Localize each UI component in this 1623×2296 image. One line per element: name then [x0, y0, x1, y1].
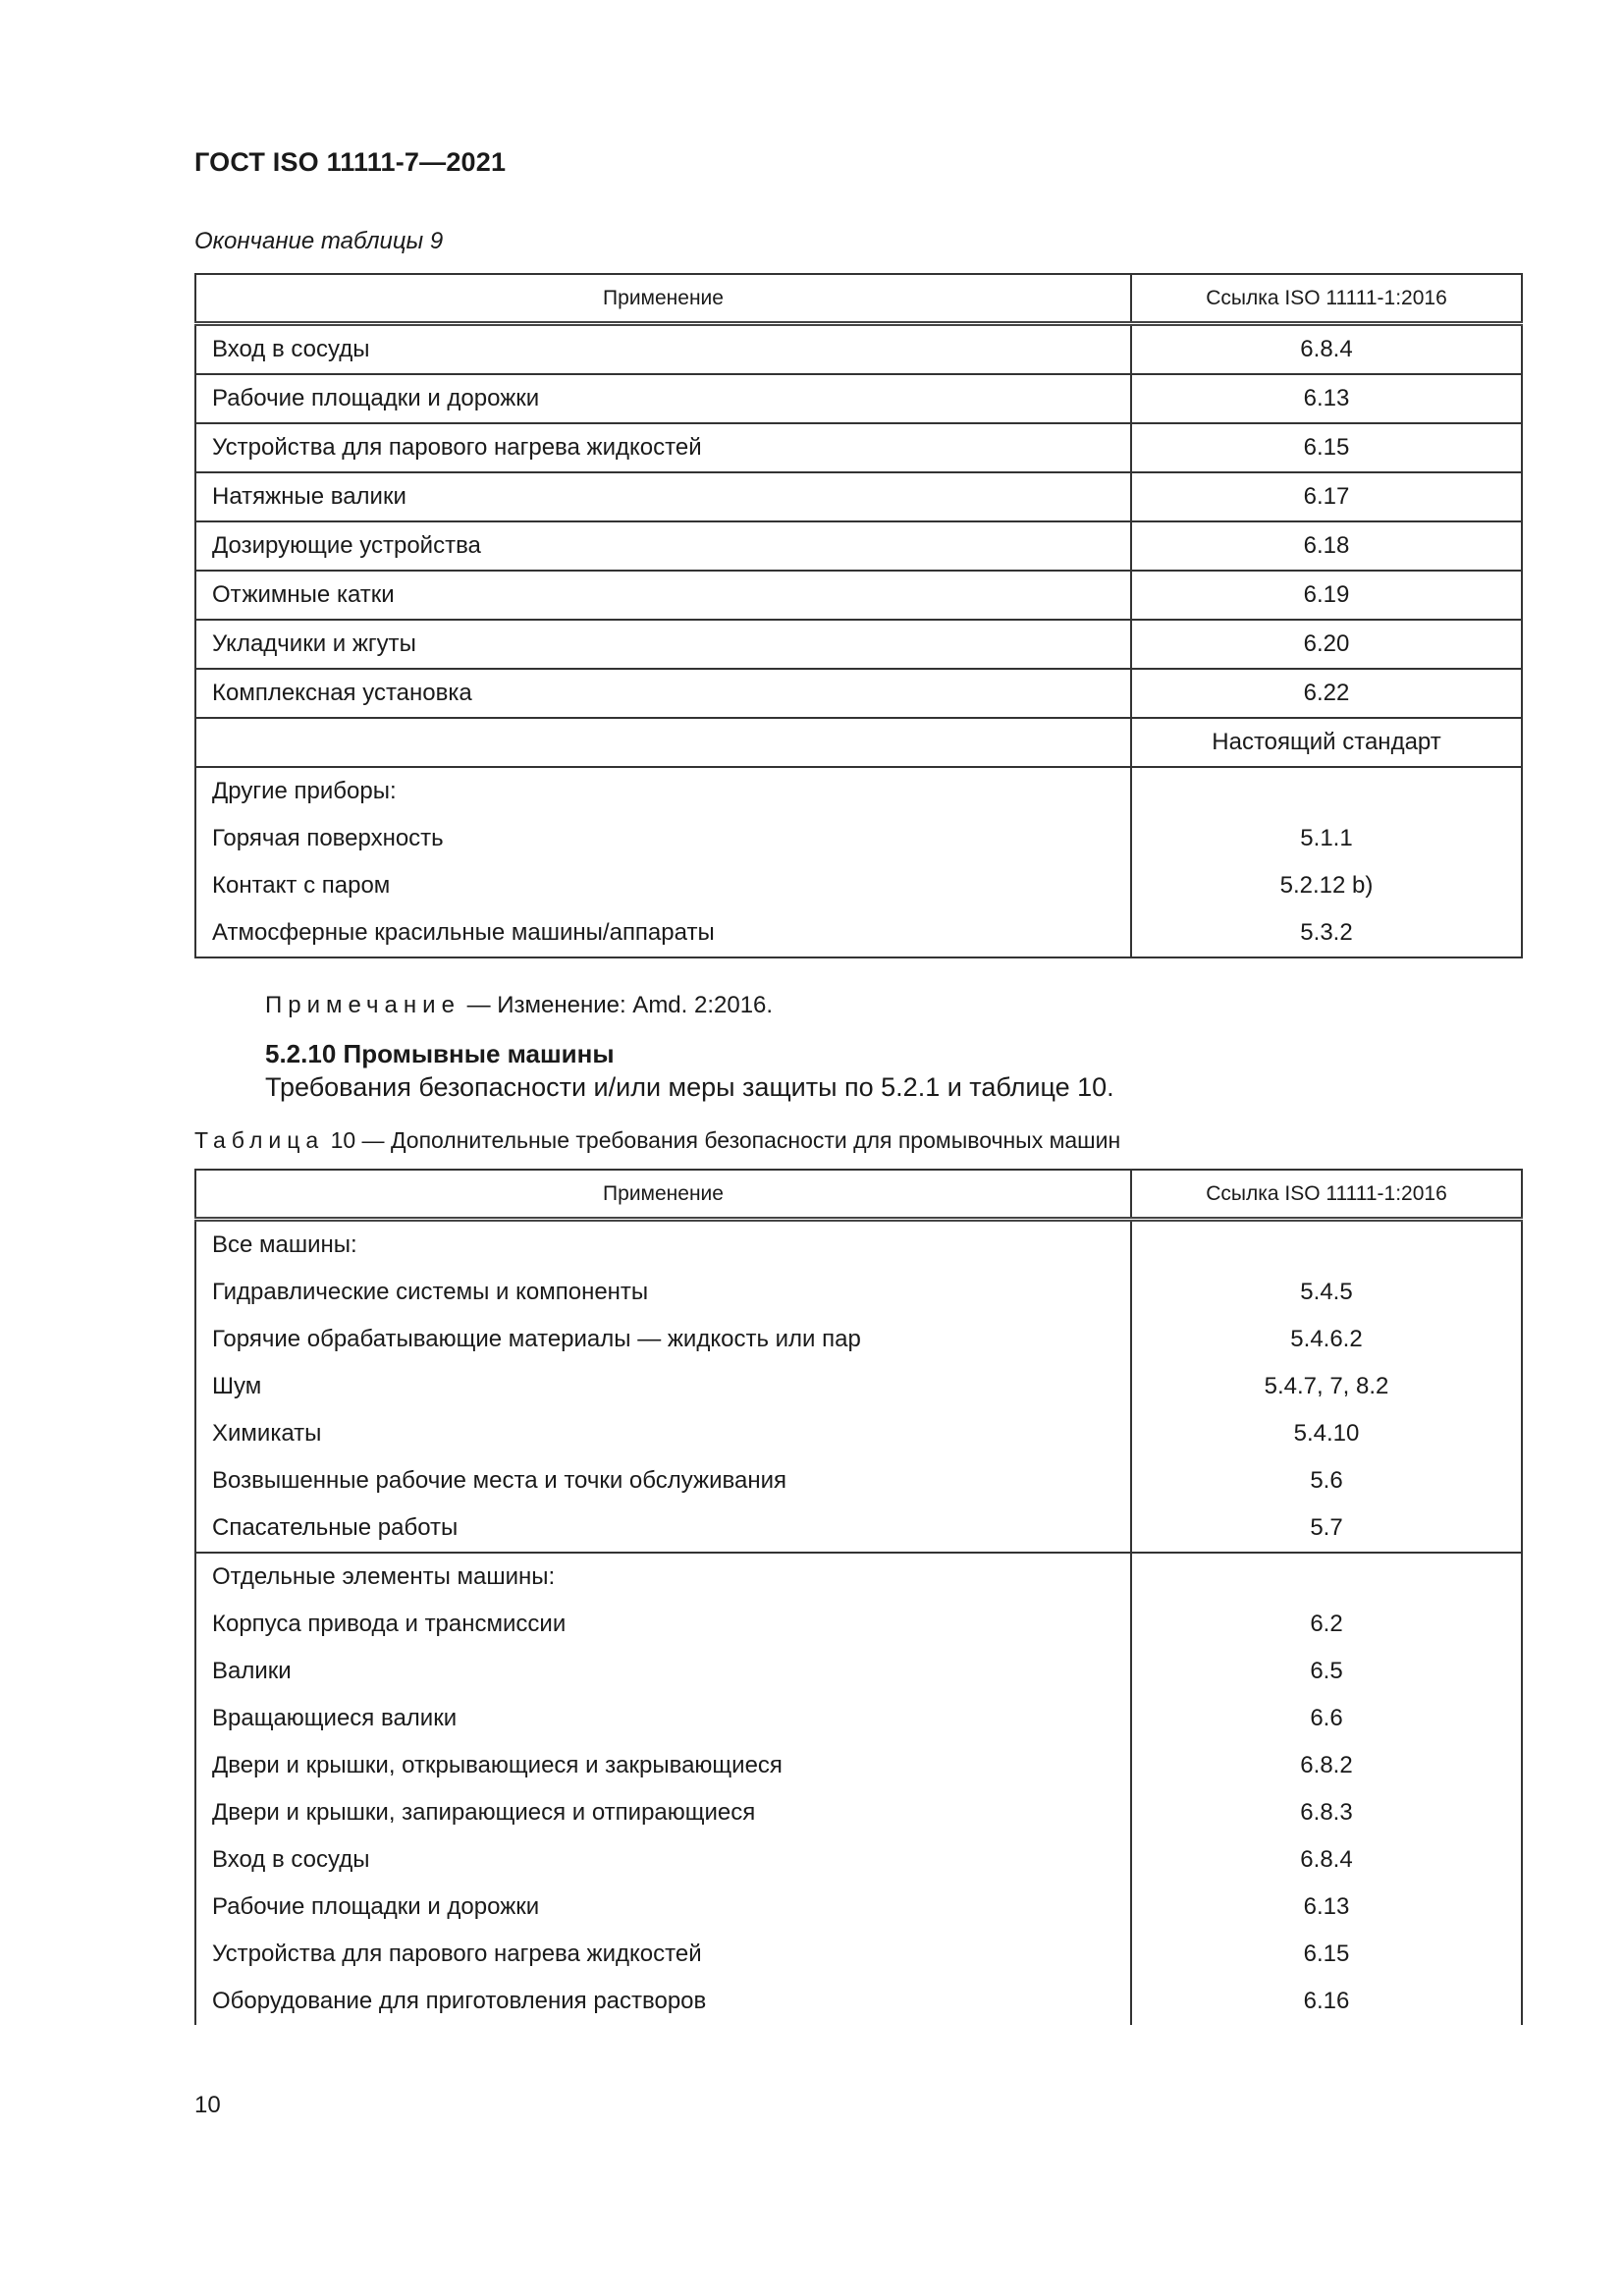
reference-cell: 6.19: [1131, 571, 1522, 620]
application-cell: Другие приборы:: [195, 767, 1131, 815]
column-header-application: Применение: [195, 1170, 1131, 1220]
table-header-row: [195, 274, 1522, 324]
reference-cell: 6.18: [1131, 521, 1522, 571]
application-cell: Устройства для парового нагрева жидкостей: [195, 1931, 1131, 1978]
column-header-reference: Ссылка ISO 11111-1:2016: [1131, 1170, 1522, 1220]
reference-cell: 6.8.4: [1131, 1836, 1522, 1884]
table-row: [195, 620, 1522, 669]
application-cell: Оборудование для приготовления растворов: [195, 1978, 1131, 2025]
table-row: [195, 1504, 1522, 1553]
reference-cell: 5.6: [1131, 1457, 1522, 1504]
application-cell: Гидравлические системы и компоненты: [195, 1269, 1131, 1316]
application-cell: Рабочие площадки и дорожки: [195, 1884, 1131, 1931]
application-cell: Комплексная установка: [195, 669, 1131, 718]
table-row: [195, 1410, 1522, 1457]
reference-cell: 6.6: [1131, 1695, 1522, 1742]
reference-cell: 6.5: [1131, 1648, 1522, 1695]
table10-caption: [194, 1127, 1120, 1154]
reference-cell: 5.4.5: [1131, 1269, 1522, 1316]
application-cell: Вход в сосуды: [195, 324, 1131, 375]
table-caption-text: 10 — Дополнительные требования безопасности для промывочных машин: [330, 1127, 1121, 1153]
application-cell: [195, 718, 1131, 767]
application-cell: Двери и крышки, открывающиеся и закрывающиеся: [195, 1742, 1131, 1789]
table-row: [195, 1601, 1522, 1648]
table-row: [195, 909, 1522, 957]
reference-cell: 6.15: [1131, 423, 1522, 472]
table-row: [195, 1363, 1522, 1410]
reference-cell: 6.22: [1131, 669, 1522, 718]
document-code: ГОСТ ISO 11111-7—2021: [194, 147, 507, 177]
reference-cell: 5.4.10: [1131, 1410, 1522, 1457]
application-cell: Химикаты: [195, 1410, 1131, 1457]
application-cell: Натяжные валики: [195, 472, 1131, 521]
application-cell: Дозирующие устройства: [195, 521, 1131, 571]
application-cell: Отдельные элементы машины:: [195, 1553, 1131, 1601]
reference-cell: 6.8.2: [1131, 1742, 1522, 1789]
application-cell: Вращающиеся валики: [195, 1695, 1131, 1742]
note-text: — Изменение: Amd. 2:2016.: [466, 992, 774, 1018]
table-row: [195, 1742, 1522, 1789]
table-row: [195, 1884, 1522, 1931]
table-row: [195, 1269, 1522, 1316]
section-heading: 5.2.10 Промывные машины: [265, 1039, 615, 1068]
application-cell: Все машины:: [195, 1220, 1131, 1270]
note-label: Примечание: [265, 992, 460, 1018]
table-9: [194, 273, 1523, 958]
application-cell: Устройства для парового нагрева жидкостей: [195, 423, 1131, 472]
reference-cell: 5.1.1: [1131, 815, 1522, 862]
table-10: [194, 1169, 1523, 2025]
table-caption-label: Таблица: [194, 1127, 325, 1153]
reference-cell: [1131, 767, 1522, 815]
table-row: [195, 521, 1522, 571]
application-cell: Валики: [195, 1648, 1131, 1695]
table-row: [195, 767, 1522, 815]
reference-cell: 6.17: [1131, 472, 1522, 521]
application-cell: Шум: [195, 1363, 1131, 1410]
table-row: [195, 1931, 1522, 1978]
application-cell: Укладчики и жгуты: [195, 620, 1131, 669]
reference-cell: 6.13: [1131, 1884, 1522, 1931]
table-row: [195, 1648, 1522, 1695]
table-row: [195, 1695, 1522, 1742]
table-row: [195, 1789, 1522, 1836]
table-header-row: [195, 1170, 1522, 1220]
application-cell: Контакт с паром: [195, 862, 1131, 909]
table-row: [195, 1316, 1522, 1363]
application-cell: Спасательные работы: [195, 1504, 1131, 1553]
application-cell: Вход в сосуды: [195, 1836, 1131, 1884]
reference-cell: 6.16: [1131, 1978, 1522, 2025]
column-header-application: Применение: [195, 274, 1131, 324]
table-row: [195, 571, 1522, 620]
section-text: Требования безопасности и/или меры защиты по 5.2.1 и таблице 10.: [265, 1072, 1114, 1102]
table-row: [195, 1220, 1522, 1270]
reference-cell: 6.8.4: [1131, 324, 1522, 375]
table-row: [195, 1978, 1522, 2025]
reference-cell: [1131, 1220, 1522, 1270]
table-row: [195, 669, 1522, 718]
table-row: [195, 1457, 1522, 1504]
reference-cell: [1131, 1553, 1522, 1601]
reference-cell: 5.4.7, 7, 8.2: [1131, 1363, 1522, 1410]
table-row: [195, 472, 1522, 521]
reference-cell: 5.3.2: [1131, 909, 1522, 957]
table-row: [195, 1553, 1522, 1601]
table-row: [195, 324, 1522, 375]
reference-cell: Настоящий стандарт: [1131, 718, 1522, 767]
application-cell: Горячие обрабатывающие материалы — жидкость или пар: [195, 1316, 1131, 1363]
reference-cell: 6.13: [1131, 374, 1522, 423]
application-cell: Корпуса привода и трансмиссии: [195, 1601, 1131, 1648]
page-number: 10: [194, 2092, 221, 2118]
column-header-reference: Ссылка ISO 11111-1:2016: [1131, 274, 1522, 324]
table-row: [195, 862, 1522, 909]
reference-cell: 6.2: [1131, 1601, 1522, 1648]
table-row: [195, 815, 1522, 862]
reference-cell: 5.7: [1131, 1504, 1522, 1553]
table-row: [195, 423, 1522, 472]
application-cell: Атмосферные красильные машины/аппараты: [195, 909, 1131, 957]
table-row: [195, 1836, 1522, 1884]
table-row: [195, 718, 1522, 767]
table-row: [195, 374, 1522, 423]
reference-cell: 6.8.3: [1131, 1789, 1522, 1836]
reference-cell: 6.20: [1131, 620, 1522, 669]
table9-continuation-caption: Окончание таблицы 9: [194, 228, 444, 254]
reference-cell: 5.2.12 b): [1131, 862, 1522, 909]
application-cell: Двери и крышки, запирающиеся и отпирающиеся: [195, 1789, 1131, 1836]
table9-note: [265, 992, 773, 1019]
application-cell: Отжимные катки: [195, 571, 1131, 620]
application-cell: Возвышенные рабочие места и точки обслуживания: [195, 1457, 1131, 1504]
reference-cell: 6.15: [1131, 1931, 1522, 1978]
application-cell: Рабочие площадки и дорожки: [195, 374, 1131, 423]
application-cell: Горячая поверхность: [195, 815, 1131, 862]
reference-cell: 5.4.6.2: [1131, 1316, 1522, 1363]
